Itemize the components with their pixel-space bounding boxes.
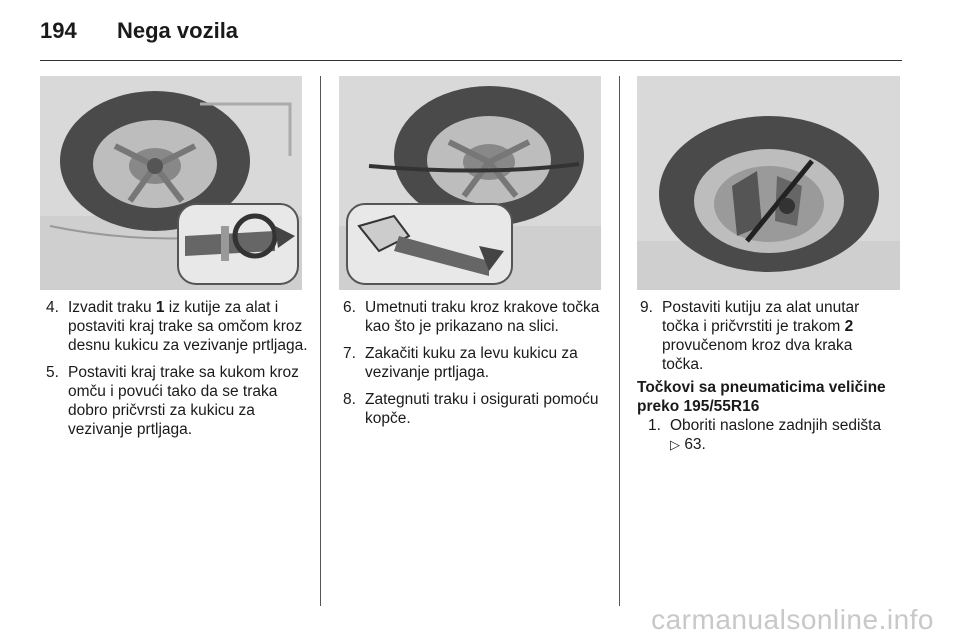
list-item xyxy=(640,298,890,374)
step-number: 9. xyxy=(640,299,653,316)
step-text: Postaviti kutiju za alat unutar točka i pričvrstiti je trakom xyxy=(662,299,860,335)
step-text: Zategnuti traku i osigurati pomoću kopče. xyxy=(365,391,599,427)
page-reference-link[interactable]: 63. xyxy=(684,436,706,453)
step-number: 8. xyxy=(343,391,356,408)
list-item xyxy=(343,298,605,336)
step-text: Oboriti naslone zadnjih sedišta xyxy=(670,417,882,434)
steps-column-1 xyxy=(46,298,308,447)
list-item xyxy=(648,416,898,454)
step-text-cont: iz kutije za alat i postaviti kraj trake sa omčom kroz desnu kukicu za vezivanje prtljaga. xyxy=(68,299,308,354)
step-text: Postaviti kraj trake sa kukom kroz omču i povući tako da se traka dobro pričvrsti za kukicu za vezivanje prtljaga. xyxy=(68,364,299,438)
step-number: 6. xyxy=(343,299,356,316)
step-number: 5. xyxy=(46,364,59,381)
watermark: carmanualsonline.info xyxy=(651,604,934,635)
column-divider-1 xyxy=(320,76,321,606)
step-number: 7. xyxy=(343,345,356,362)
step-text-cont: provučenom kroz dva kraka točka. xyxy=(662,337,853,373)
figure-strap-through-wheel xyxy=(339,76,601,290)
steps-column-2 xyxy=(343,298,605,436)
page-number: 194 xyxy=(40,18,77,43)
figure-strap-through-hook xyxy=(40,76,302,290)
page-title: Nega vozila xyxy=(117,18,239,43)
list-item xyxy=(343,390,605,428)
list-item xyxy=(46,363,308,439)
list-item xyxy=(343,344,605,382)
steps-column-3 xyxy=(640,298,890,382)
step-text: Zakačiti kuku za levu kukicu za vezivanje prtljaga. xyxy=(365,345,578,381)
figure-toolbox-in-wheel xyxy=(637,76,900,290)
column-divider-2 xyxy=(619,76,620,606)
header-rule xyxy=(40,60,902,61)
arrow-reference-icon: ▷ xyxy=(670,437,680,452)
sub-steps-column-3 xyxy=(648,416,898,462)
step-text: Umetnuti traku kroz krakove točka kao što je prikazano na slici. xyxy=(365,299,600,335)
section-subheading: Točkovi sa pneumaticima veličine preko 195/55R16 xyxy=(637,379,886,415)
step-ref-bold: 2 xyxy=(844,318,854,335)
step-number: 1. xyxy=(648,417,661,434)
step-text: Izvadit traku xyxy=(68,299,156,316)
step-ref-bold: 1 xyxy=(155,299,165,316)
step-number: 4. xyxy=(46,299,59,316)
list-item xyxy=(46,298,308,355)
